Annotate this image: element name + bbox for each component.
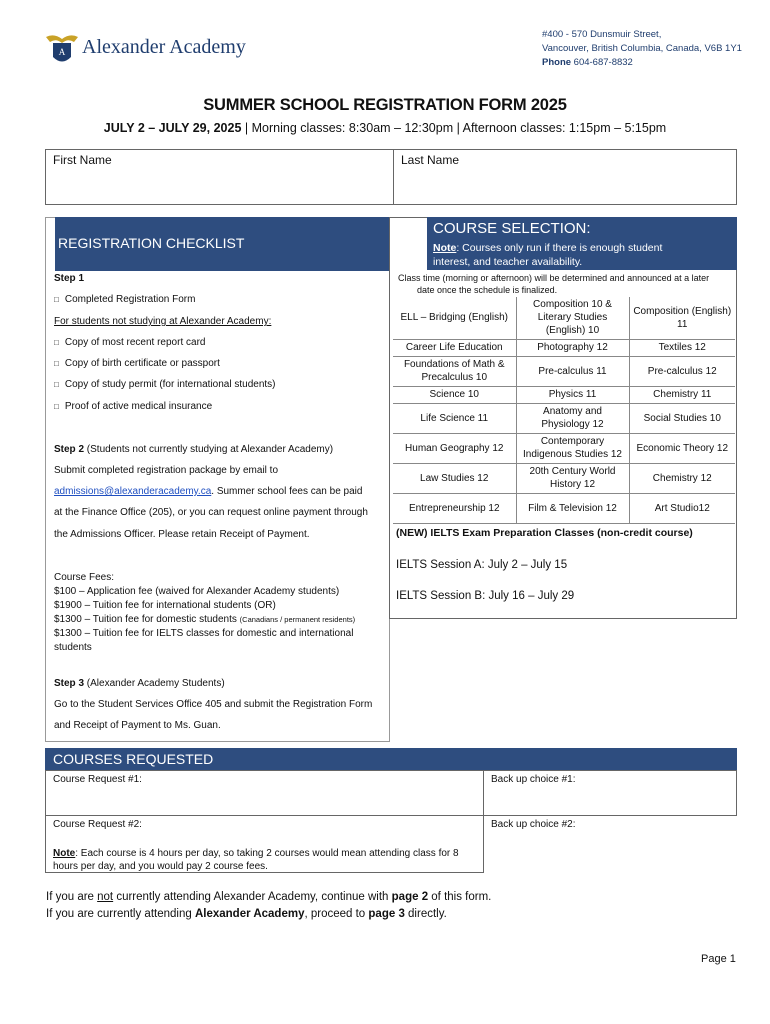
academy-crest-icon [44,33,80,67]
last-name-label: Last Name [401,153,460,167]
checkbox-icon[interactable]: □ [54,380,59,389]
course-option[interactable]: Composition (English) 11 [629,297,735,339]
course-row [393,386,735,403]
course-option[interactable]: Photography 12 [516,339,629,356]
fee-ielts-cont: students [54,642,92,653]
step3-heading: Step 3 (Alexander Academy Students) [54,678,225,689]
form-subtitle [0,121,770,135]
first-name-field[interactable] [45,149,394,205]
page-number: Page 1 [701,953,736,965]
step1-title: Step 1 [54,273,85,284]
class-time-note: Class time (morning or afternoon) will be determined and announced at a later date once the schedule is finalized. [398,273,710,295]
course-option[interactable]: Pre-calculus 11 [516,356,629,386]
course-option[interactable]: Physics 11 [516,386,629,403]
course-option[interactable]: Chemistry 12 [629,463,735,493]
checklist-item-permit[interactable]: □ Copy of study permit (for international students) [54,379,276,390]
checkbox-icon[interactable]: □ [54,338,59,347]
checkbox-icon[interactable]: □ [54,359,59,368]
checklist-item-insurance[interactable]: □ Proof of active medical insurance [54,401,213,412]
course-selection-header [427,217,737,270]
course-table [393,297,735,524]
checkbox-icon[interactable]: □ [54,295,59,304]
course-option[interactable]: ELL – Bridging (English) [393,297,516,339]
last-name-field[interactable] [393,149,737,205]
fee-international: $1900 – Tuition fee for international students (OR) [54,600,276,611]
footer-line-2: If you are currently attending Alexander Academy, proceed to page 3 directly. [46,908,447,920]
step2-heading: Step 2 (Students not currently studying at Alexander Academy) [54,444,334,455]
course-row [393,403,735,433]
course-option[interactable]: Composition 10 & Literary Studies (English) 10 [516,297,629,339]
step2-line-3: at the Finance Office (205), or you can request online payment through [54,507,368,518]
course-option[interactable]: Human Geography 12 [393,433,516,463]
course-option[interactable]: Social Studies 10 [629,403,735,433]
course-option[interactable]: Entrepreneurship 12 [393,493,516,523]
not-studying-note: For students not studying at Alexander Academy: [54,316,272,327]
course-option[interactable]: 20th Century World History 12 [516,463,629,493]
course-option[interactable]: Film & Television 12 [516,493,629,523]
course-note: Note: Courses only run if there is enough student interest, and teacher availability. [433,242,663,268]
course-row [393,297,735,339]
step3-line-2: and Receipt of Payment to Ms. Guan. [54,720,221,731]
checklist-item-report[interactable]: □ Copy of most recent report card [54,337,206,348]
school-address [542,28,742,70]
course-request-2[interactable] [45,815,484,873]
first-name-label: First Name [53,153,112,167]
phone-line: Phone 604-687-8832 [542,57,633,68]
address-line-1: #400 - 570 Dunsmuir Street, [542,29,662,40]
footer-line-1: If you are not currently attending Alexander Academy, continue with page 2 of this form. [46,891,492,903]
step3-line-1: Go to the Student Services Office 405 and submit the Registration Form [54,699,373,710]
course-row [393,433,735,463]
courses-requested-header [45,748,737,771]
form-dates: JULY 2 – JULY 29, 2025 [103,121,242,135]
admissions-email-link[interactable]: admissions@alexanderacademy.ca [54,486,212,497]
ielts-session-b[interactable]: IELTS Session B: July 16 – July 29 [396,590,575,602]
address-line-2: Vancouver, British Columbia, Canada, V6B 1Y1 [542,43,742,54]
fee-domestic: $1300 – Tuition fee for domestic students (Canadians / permanent residents) [54,614,356,625]
course-row [393,356,735,386]
form-title: SUMMER SCHOOL REGISTRATION FORM 2025 [203,96,567,114]
fee-ielts: $1300 – Tuition fee for IELTS classes for domestic and international [54,628,354,639]
ielts-session-a[interactable]: IELTS Session A: July 2 – July 15 [396,559,568,571]
backup-choice-1[interactable] [483,770,737,816]
course-option[interactable]: Art Studio12 [629,493,735,523]
svg-text:A: A [58,47,66,57]
course-option[interactable]: Economic Theory 12 [629,433,735,463]
course-row [393,463,735,493]
course-option[interactable]: Chemistry 11 [629,386,735,403]
course-row [393,339,735,356]
checklist-item-completed[interactable]: □ Completed Registration Form [54,294,196,305]
course-request-1[interactable] [45,770,484,816]
course-request-1-label: Course Request #1: [53,774,142,785]
course-request-2-label: Course Request #2: [53,819,142,830]
fees-block [54,571,355,655]
checklist-item-birth[interactable]: □ Copy of birth certificate or passport [54,358,220,369]
backup-choice-1-label: Back up choice #1: [491,774,576,785]
step2-line-4: the Admissions Officer. Please retain Receipt of Payment. [54,529,310,540]
logo-name: Alexander Academy [82,36,246,58]
backup-choice-2-label: Back up choice #2: [491,819,576,830]
course-option[interactable]: Life Science 11 [393,403,516,433]
courses-note: Note: Each course is 4 hours per day, so taking 2 courses would mean attending class for 8 hours per day, and you would pay 2 course fees. [53,848,459,872]
course-row [393,493,735,523]
fee-application: $100 – Application fee (waived for Alexander Academy students) [54,586,340,597]
course-option[interactable]: Foundations of Math & Precalculus 10 [393,356,516,386]
course-option[interactable]: Contemporary Indigenous Studies 12 [516,433,629,463]
course-option[interactable]: Science 10 [393,386,516,403]
ielts-title: (NEW) IELTS Exam Preparation Classes (non-credit course) [396,527,693,539]
step2-line-2: admissions@alexanderacademy.ca. Summer school fees can be paid [54,486,363,497]
step2-line-1: Submit completed registration package by email to [54,465,279,476]
checklist-heading: REGISTRATION CHECKLIST [58,235,245,251]
checklist-header [55,217,389,271]
course-option[interactable]: Anatomy and Physiology 12 [516,403,629,433]
fees-title: Course Fees: [54,572,115,583]
course-option[interactable]: Law Studies 12 [393,463,516,493]
checkbox-icon[interactable]: □ [54,402,59,411]
backup-choice-2[interactable] [483,815,737,873]
class-times: | Morning classes: 8:30am – 12:30pm | Afternoon classes: 1:15pm – 5:15pm [244,121,667,135]
courses-requested-heading: COURSES REQUESTED [53,751,214,767]
course-option[interactable]: Textiles 12 [629,339,735,356]
course-selection-heading: COURSE SELECTION: [433,220,591,237]
course-option[interactable]: Career Life Education [393,339,516,356]
course-option[interactable]: Pre-calculus 12 [629,356,735,386]
